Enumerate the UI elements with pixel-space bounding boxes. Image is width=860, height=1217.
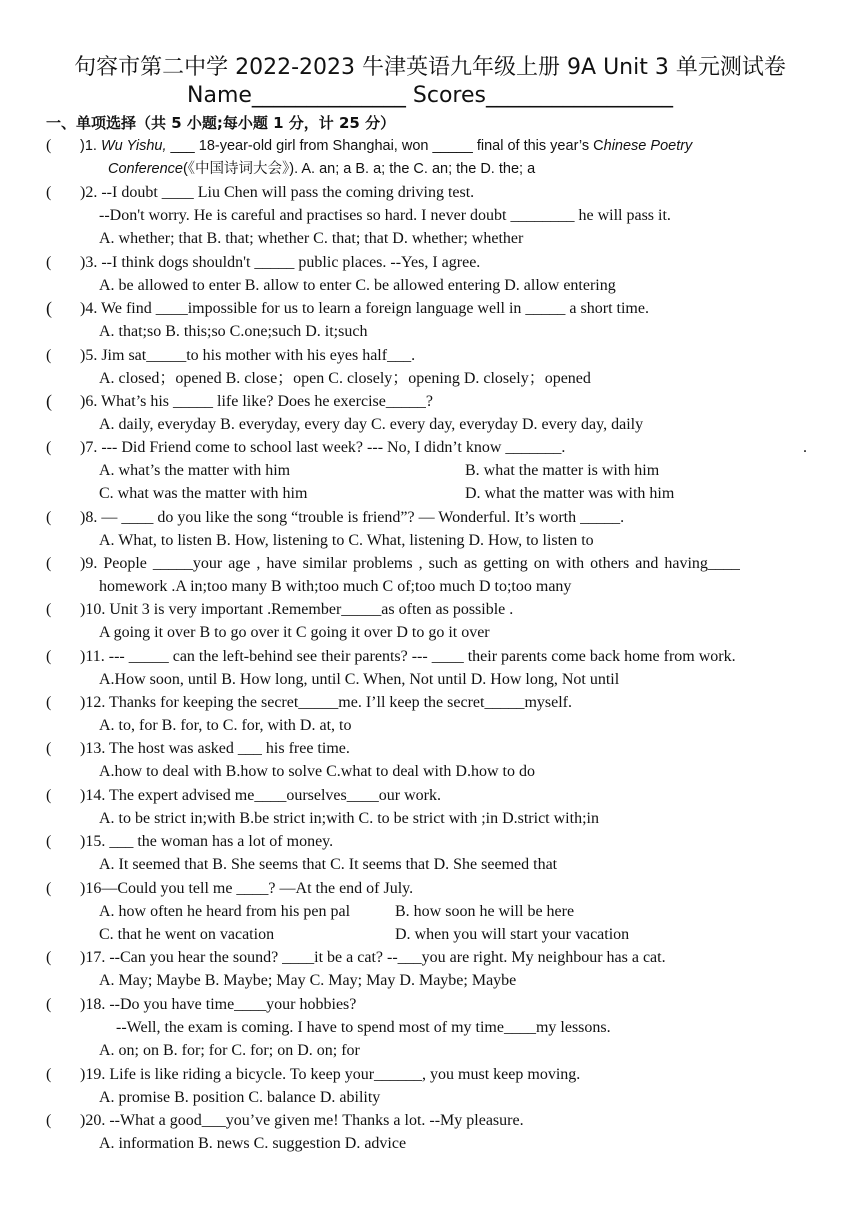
option-d: D. when you will start your vacation (395, 926, 630, 943)
answer-bracket[interactable]: ( (46, 184, 52, 201)
question-stem: )14. The expert advised me____ourselves____our work. (80, 787, 441, 804)
question-options: A. on; on B. for; for C. for; on D. on; for (99, 1042, 360, 1059)
option-a: A. what’s the matter with him (99, 462, 291, 479)
answer-bracket[interactable]: ( (46, 787, 52, 804)
question-stem: )9. People _____your age , have similar problems , such as getting on with others and having____ (80, 555, 740, 572)
answer-bracket[interactable]: ( (46, 555, 52, 572)
question-options: A. information B. news C. suggestion D. advice (99, 1135, 407, 1152)
answer-bracket[interactable]: ( (46, 1112, 52, 1129)
question-stem: )19. Life is like riding a bicycle. To keep your______, you must keep moving. (80, 1066, 581, 1083)
question-stem: )20. --What a good___you’ve given me! Thanks a lot. --My pleasure. (80, 1112, 524, 1129)
name-score-line: Name______________ Scores_________________ (187, 83, 673, 108)
option-a: A. how often he heard from his pen pal (99, 903, 351, 920)
stem-italic: Conference (108, 161, 183, 177)
question-stem: )2. --I doubt ____ Liu Chen will pass the coming driving test. (80, 184, 475, 201)
question-options: A. to, for B. for, to C. for, with D. at, to (99, 717, 352, 734)
answer-bracket[interactable]: ( (46, 880, 52, 897)
answer-bracket[interactable]: ( (46, 949, 52, 966)
answer-bracket[interactable]: ( (46, 391, 52, 411)
question-options: A. to be strict in;with B.be strict in;with C. to be strict with ;in D.strict with;in (99, 810, 599, 827)
question-stem: )7. --- Did Friend come to school last week? --- No, I didn’t know _______. (80, 439, 566, 456)
question-options: A. daily, everyday B. everyday, every day C. every day, everyday D. every day, daily (99, 416, 644, 433)
answer-bracket[interactable]: ( (46, 439, 52, 456)
question-options: A. May; Maybe B. Maybe; May C. May; May D. Maybe; Maybe (99, 972, 517, 989)
exam-title: 句容市第二中学 2022-2023 牛津英语九年级上册 9A Unit 3 单元测试卷 (74, 55, 786, 80)
question-options: A. closed；opened B. close；open C. closely；opening D. closely；opened (99, 370, 591, 387)
option-b: B. what the matter is with him (465, 462, 660, 479)
question-stem: )5. Jim sat_____to his mother with his eyes half___. (80, 347, 416, 364)
question-stem: )6. What’s his _____ life like? Does he exercise_____? (80, 393, 433, 410)
question-options: A. whether; that B. that; whether C. that; that D. whether; whether (99, 230, 524, 247)
answer-bracket[interactable]: ( (46, 1066, 52, 1083)
question-stem: )8. — ____ do you like the song “trouble is friend”? — Wonderful. It’s worth _____. (80, 509, 625, 526)
question-stem: )10. Unit 3 is very important .Remember_____as often as possible . (80, 601, 514, 618)
question-options: homework .A in;too many B with;too much C of;too much D to;too many (99, 578, 572, 595)
question-options: A going it over B to go over it C going it over D to go it over (99, 624, 490, 641)
answer-bracket[interactable]: ( (46, 740, 52, 757)
question-stem: )17. --Can you hear the sound? ____it be a cat? --___you are right. My neighbour has a cat. (80, 949, 666, 966)
question-stem: )13. The host was asked ___ his free time. (80, 740, 350, 757)
question-options: A.how to deal with B.how to solve C.what to deal with D.how to do (99, 763, 535, 780)
answer-bracket[interactable]: ( (46, 996, 52, 1013)
question-stem-continued: --Well, the exam is coming. I have to spend most of my time____my lessons. (116, 1019, 611, 1036)
answer-bracket[interactable]: ( (46, 648, 52, 665)
options-text: (《中国诗词大会》). A. an; a B. a; the C. an; the D. the; a (182, 161, 536, 177)
question-stem: )15. ___ the woman has a lot of money. (80, 833, 334, 850)
option-c: C. that he went on vacation (99, 926, 275, 943)
question-number: )1. (80, 138, 101, 154)
question-stem: )12. Thanks for keeping the secret_____me. I’ll keep the secret_____myself. (80, 694, 572, 711)
answer-bracket[interactable]: ( (46, 694, 52, 711)
question-options: A. that;so B. this;so C.one;such D. it;such (99, 323, 368, 340)
option-c: C. what was the matter with him (99, 485, 308, 502)
answer-bracket[interactable]: ( (46, 298, 52, 318)
question-options: A. It seemed that B. She seems that C. It seems that D. She seemed that (99, 856, 558, 873)
question-stem: )3. --I think dogs shouldn't _____ public places. --Yes, I agree. (80, 254, 481, 271)
question-stem (80, 136, 692, 156)
question-options: A. What, to listen B. How, listening to C. What, listening D. How, to listen to (99, 532, 594, 549)
option-d: D. what the matter was with him (465, 485, 675, 502)
option-b: B. how soon he will be here (395, 903, 575, 920)
stem-italic: Wu Yishu, (100, 138, 167, 154)
stem-text: ___ 18-year-old girl from Shanghai, won _____ final of this year’s C (166, 138, 604, 154)
question-options: A. be allowed to enter B. allow to enter C. be allowed entering D. allow entering (99, 277, 616, 294)
section-heading: 一、单项选择（共 5 小题;每小题 1 分，计 25 分） (46, 114, 396, 132)
answer-bracket[interactable]: ( (46, 833, 52, 850)
question-options (108, 159, 535, 179)
question-stem: )18. --Do you have time____your hobbies? (80, 996, 357, 1013)
question-options: A. promise B. position C. balance D. ability (99, 1089, 381, 1106)
question-stem: )11. --- _____ can the left-behind see their parents? --- ____ their parents come back home from work. (80, 648, 736, 665)
question-stem-continued: --Don't worry. He is careful and practises so hard. I never doubt ________ he will pass it. (99, 207, 671, 224)
answer-bracket[interactable]: ( (46, 347, 52, 364)
answer-bracket[interactable]: ( (46, 509, 52, 526)
answer-bracket[interactable]: ( (46, 137, 52, 154)
question-stem: )16—Could you tell me ____? —At the end of July. (80, 880, 414, 897)
answer-bracket[interactable]: ( (46, 601, 52, 618)
question-stem: )4. We find ____impossible for us to learn a foreign language well in _____ a short time. (80, 300, 649, 317)
question-options: A.How soon, until B. How long, until C. When, Not until D. How long, Not until (99, 671, 620, 688)
stem-italic: hinese Poetry (603, 138, 693, 154)
stray-period: . (803, 439, 807, 456)
answer-bracket[interactable]: ( (46, 254, 52, 271)
